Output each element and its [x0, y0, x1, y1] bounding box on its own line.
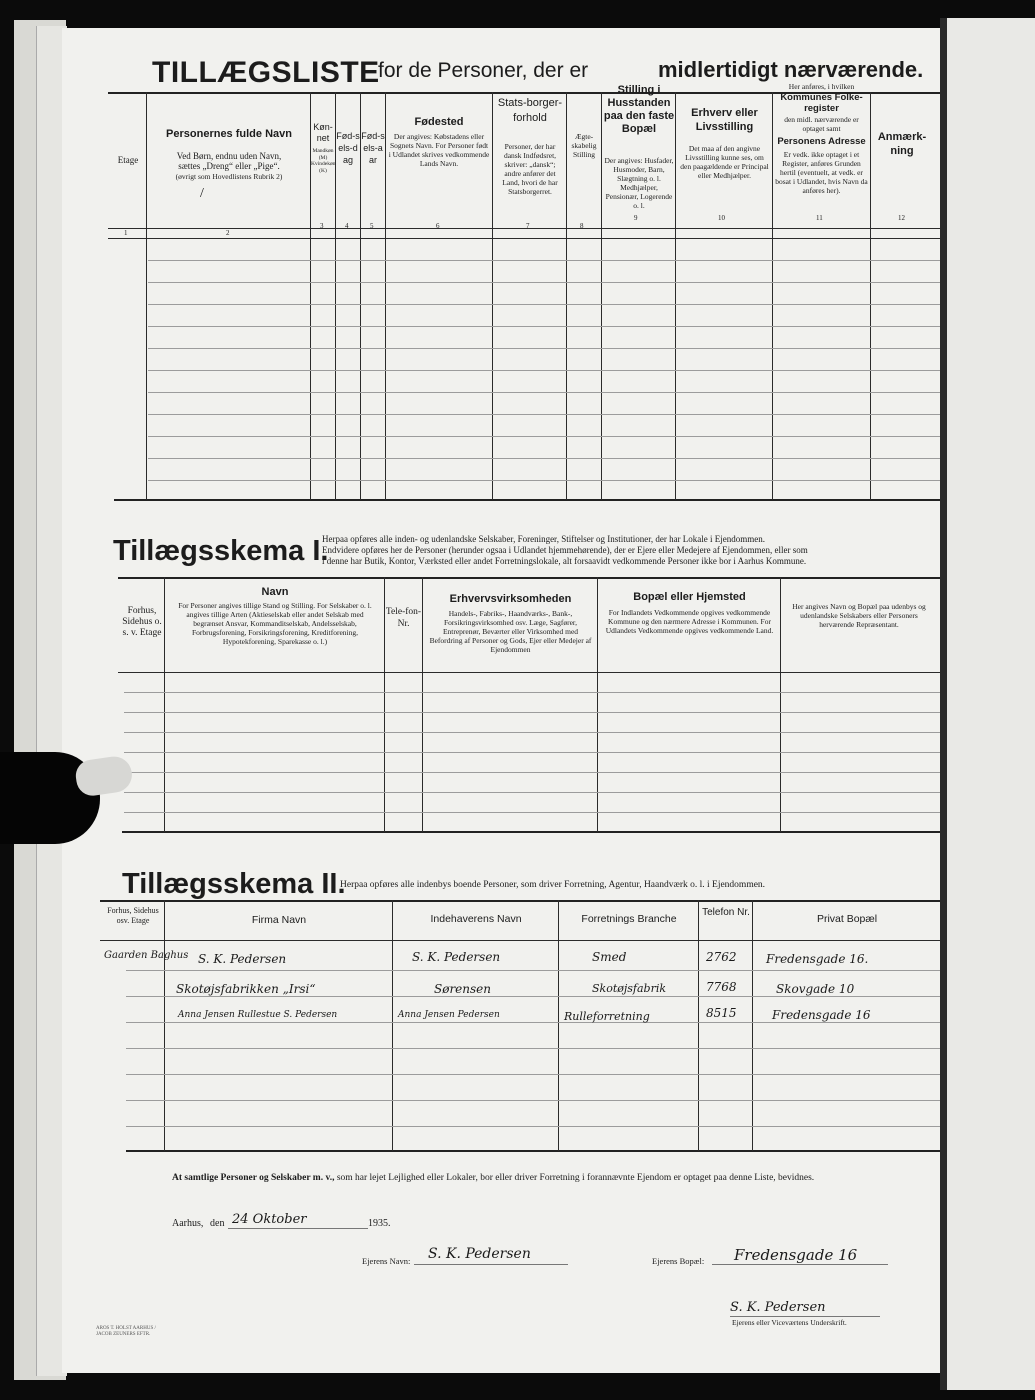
col-marital-header: Ægte-skabelig Stilling [571, 132, 597, 159]
col-etage-header: Etage [117, 155, 139, 165]
skema1-col-business: Erhvervsvirksomheden [449, 593, 572, 605]
col-register-note: den midl. nærværende er optaget samt [784, 115, 859, 133]
census-form-page [62, 28, 942, 1373]
col-birthplace-header: Fødested [414, 116, 464, 128]
col-gender-header: Køn-net [313, 122, 333, 143]
col-birthyear-header: Fød-sels-aar [361, 131, 385, 165]
skema2-col-firm: Firma Navn [251, 914, 307, 926]
col-birthday-header: Fød-sels-dag [336, 131, 360, 165]
skema2-cell-etage: Gaarden Baghus [104, 950, 189, 961]
skema2-col-address: Privat Bopæl [816, 913, 878, 925]
skema2-cell-firm: Skotøjsfabrikken „Irsi“ [176, 982, 316, 996]
skema1-desc-2: Endvidere opføres her de Personer (herunder ogsaa i Udlandet hjemmehørende), der er Ejere eller Medejere af Ejendommen, eller som [322, 545, 808, 555]
skema2-col-phone: Telefon Nr. [702, 907, 750, 918]
skema1-col-name: Navn [261, 586, 289, 598]
col-name-note: Ved Børn, endnu uden Navn, [176, 151, 282, 161]
col-num: 1 [124, 229, 128, 237]
col-num: 7 [526, 222, 530, 230]
skema1-col-business-note: Handels-, Fabriks-, Haandværks-, Bank-, Forsikringsvirksomhed osv. Læge, Sagfører, Entreprenør, Beværter eller Virksomhed med Befordring af Personer og Gods, Ejer eller Medejer af Ejendommen [429, 609, 592, 654]
col-name-note: sættes „Dreng“ eller „Pige“. [178, 161, 280, 171]
skema1-col-residence: Bopæl eller Hjemsted [633, 591, 746, 603]
skema2-cell-owner: Sørensen [434, 982, 491, 996]
owner-address-handwritten: Fredensgade 16 [734, 1246, 858, 1264]
col-remarks-header: Anmærk-ning [877, 131, 927, 157]
col-gender-note: Mandkøn (M) Kvindekøn (K) [311, 148, 336, 174]
skema1-col-etage: Forhus, Sidehus o. s. v. Etage [122, 606, 162, 638]
col-num: 9 [634, 214, 638, 222]
col-num: 6 [436, 222, 440, 230]
skema1-title: Tillægsskema I. [113, 535, 329, 567]
col-occupation-header: Erhverv eller Livsstilling [691, 107, 758, 133]
declaration-bold: At samtlige Personer og Selskaber m. v., [172, 1173, 335, 1183]
date-label: den [210, 1218, 225, 1229]
form-title-emphasis: midlertidigt nærværende. [658, 57, 924, 82]
skema2-title: Tillægsskema II. [122, 868, 346, 900]
right-page-edge [947, 18, 1035, 1390]
form-title-rest: for de Personer, der er [378, 59, 589, 82]
skema1-col-name-note: For Personer angives tillige Stand og Stilling. For Selskaber o. l. angives tillige Arten (Aktieselskab eller andet Selskab med begrænset Ansvar, Kommanditselskab, Andelsselskab, Forbrugsforening, Forsikringsforening, Kreditforening, Hypotekforening, Sparekasse o. l.) [178, 601, 372, 646]
owner-name-handwritten: S. K. Pedersen [428, 1246, 531, 1262]
skema2-cell-firm: Anna Jensen Rullestue S. Pedersen [178, 1010, 338, 1020]
col-num: 3 [320, 222, 324, 230]
col-citizenship-header: Stats-borger-forhold [497, 97, 563, 124]
col-num: 12 [898, 214, 905, 222]
skema2-col-owner: Indehaverens Navn [430, 913, 522, 925]
col-num: 4 [345, 222, 349, 230]
col-address-header: Personens Adresse [777, 136, 866, 147]
place: Aarhus, [172, 1218, 204, 1229]
skema1-col-phone: Tele-fon-Nr. [385, 607, 422, 629]
col-household-header: Stilling i Husstanden paa den faste Bopæl [603, 84, 675, 135]
col-register-header: Kommunes Folke-register [780, 92, 863, 114]
owner-address-label: Ejerens Bopæl: [652, 1256, 705, 1266]
skema2-col-branch: Forretnings Branche [581, 913, 677, 925]
skema2-desc: Herpaa opføres alle indenbys boende Personer, som driver Forretning, Agentur, Haandværk o. l. i Ejendommen. [340, 880, 766, 890]
col-name-mark: / [200, 186, 204, 201]
col-citizenship-note: Personer, der har dansk Indfødsret, skriver: „dansk“; andre anfører det Land, hvori de har Statsborgerret. [502, 142, 558, 196]
skema2-col-etage: Forhus, Sidehus osv. Etage [107, 906, 159, 925]
skema1-col-residence-note: For Indlandets Vedkommende opgives vedkommende Kommune og den nærmere Adresse i Kommunen. For Udlandets Vedkommende opgives vedkommende Land. [605, 608, 774, 635]
col-birthplace-note: Der angives: Købstadens eller Sognets Navn. For Personer født i Udlandet skrives vedkommende Lands Navn. [388, 132, 490, 168]
skema2-cell-branch: Smed [592, 950, 627, 964]
skema2-cell-owner: Anna Jensen Pedersen [398, 1010, 500, 1020]
col-num: 11 [816, 214, 823, 222]
declaration-rest: som har lejet Lejlighed eller Lokaler, bor eller driver Forretning i forannævnte Ejendom er optaget paa denne Liste, bevidnes. [336, 1173, 815, 1183]
skema2-cell-branch: Rulleforretning [564, 1010, 650, 1023]
year: 1935. [368, 1218, 391, 1229]
signature-handwritten: S. K. Pedersen [730, 1300, 826, 1315]
col-register-note: Er vedk. ikke optaget i et Register, anføres Grunden hertil (eventuelt, at vedk. er bosat i Udlandet, hvis Navn da anføres her). [775, 150, 868, 195]
declaration [172, 1173, 814, 1183]
skema2-cell-firm: S. K. Pedersen [198, 952, 287, 966]
col-num: 10 [718, 214, 725, 222]
signature-label: Ejerens eller Viceværtens Underskrift. [732, 1318, 847, 1327]
skema1-desc-1: Herpaa opføres alle inden- og udenlandske Selskaber, Foreninger, Stiftelser og Institutioner, der har Lokale i Ejendommen. [322, 534, 766, 544]
col-num: 5 [370, 222, 374, 230]
skema2-cell-phone: 8515 [706, 1006, 737, 1020]
form-title: TILLÆGSLISTE [152, 56, 380, 89]
owner-name-label: Ejerens Navn: [362, 1256, 411, 1266]
skema2-cell-address: Skovgade 10 [776, 982, 855, 996]
printer-imprint: AROS T. HOLST AARHUS / JACOB ZEUNERS EFTR. [96, 1326, 156, 1337]
date-handwritten: 24 Oktober [232, 1212, 307, 1227]
col-household-note: Der angives: Husfader, Husmoder, Barn, Slægtning o. l. Medhjælper, Pensionær, Logerende o. l. [604, 156, 674, 210]
skema2-cell-phone: 7768 [706, 980, 737, 994]
col-occupation-note: Det maa af den angivne Livsstilling kunne ses, om den paagældende er Principal eller Medhjælper. [680, 144, 769, 180]
col-name-note: (øvrigt som Hovedlistens Rubrik 2) [175, 172, 283, 181]
skema1-col-representative-note: Her angives Navn og Bopæl paa udenbys og udenlandske Selskabers eller Personers herværende Repræsentant. [792, 602, 926, 629]
skema2-cell-address: Fredensgade 16. [766, 952, 869, 966]
skema2-cell-address: Fredensgade 16 [772, 1008, 871, 1022]
skema2-cell-phone: 2762 [706, 950, 737, 964]
col-num: 2 [226, 229, 230, 237]
skema1-desc-3: i denne har Butik, Kontor, Værksted eller andet Forretningslokale, alt forsaavidt vedkommende Personer ikke bor i Aarhus Kommune. [322, 556, 807, 566]
skema2-cell-owner: S. K. Pedersen [412, 950, 501, 964]
col-num: 8 [580, 222, 584, 230]
skema2-cell-branch: Skotøjsfabrik [592, 982, 667, 995]
col-name-header: Personernes fulde Navn [166, 128, 292, 140]
col-register-intro: Her anføres, i hvilken [788, 82, 855, 91]
